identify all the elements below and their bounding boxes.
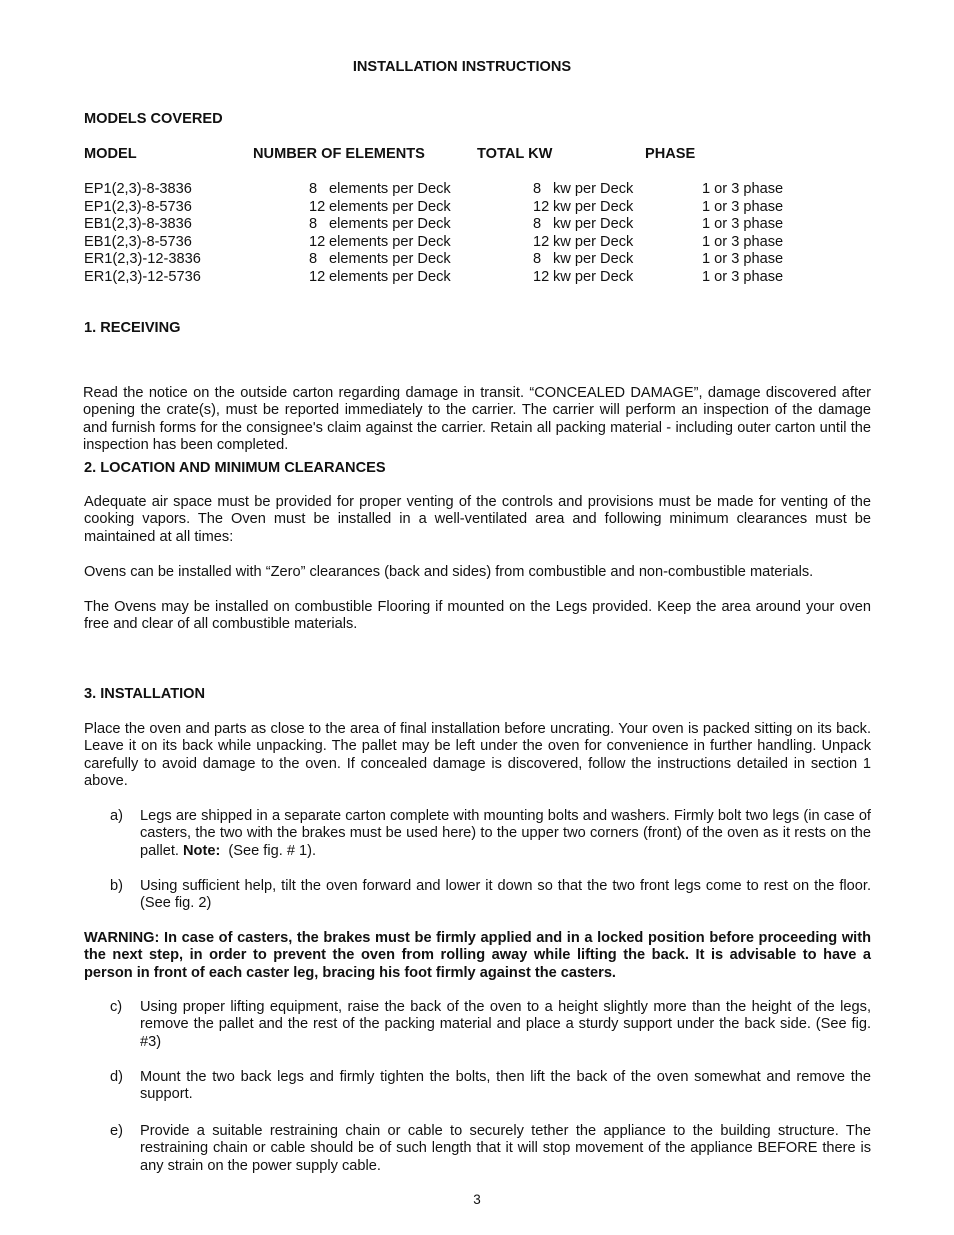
cell-kw-text: kw per Deck <box>553 268 634 285</box>
cell-phase: 1 or 3 phase <box>702 251 784 267</box>
cell-model: EB1(2,3)-8-3836 <box>84 216 192 232</box>
col-header-model: MODEL <box>84 146 137 162</box>
cell-kw-value: 8 <box>533 216 542 232</box>
cell-kw-value: 8 <box>533 251 542 267</box>
list-label: e) <box>110 1123 123 1139</box>
cell-model: EP1(2,3)-8-3836 <box>84 181 192 197</box>
list-item-text: Mount the two back legs and firmly tighten the bolts, then lift the back of the oven somewhat and remove the support. <box>140 1069 871 1103</box>
list-item-text: Provide a suitable restraining chain or cable to securely tether the appliance to the building structure. The restraining chain or cable should be of such length that it will stop movement of the appliance BEFORE there is any strain on the power supply cable. <box>140 1123 871 1174</box>
list-item-text: Using sufficient help, tilt the oven forward and lower it down so that the two front legs come to rest on the floor. (See fig. 2) <box>140 878 871 912</box>
cell-kw-text: kw per Deck <box>553 181 634 197</box>
cell-model: ER1(2,3)-12-3836 <box>84 251 201 267</box>
list-label: d) <box>110 1069 123 1085</box>
page-number: 3 <box>473 1192 481 1207</box>
cell-elements-text: elements per Deck <box>329 216 451 232</box>
models-covered-heading: MODELS COVERED <box>84 111 223 127</box>
list-label: c) <box>110 999 123 1015</box>
section-installation-heading: 3. INSTALLATION <box>84 686 206 702</box>
location-paragraph-3: The Ovens may be installed on combustible Flooring if mounted on the Legs provided. Keep the area around your oven free and clear of all combustible materials. <box>84 599 871 633</box>
cell-phase: 1 or 3 phase <box>702 216 784 232</box>
cell-model: EB1(2,3)-8-5736 <box>84 233 192 250</box>
cell-elements-text: elements per Deck <box>329 181 451 197</box>
cell-kw-text: kw per Deck <box>553 233 634 250</box>
cell-kw-text: kw per Deck <box>553 198 634 215</box>
list-item-text: Legs are shipped in a separate carton complete with mounting bolts and washers. Firmly bolt two legs (in case of casters, the two with the brakes must be used here) to the upper two corners (front) of the oven as it rests on the pallet. Note: (See fig. # 1). <box>140 808 871 859</box>
cell-elements-count: 8 <box>309 181 318 197</box>
cell-elements-text: elements per Deck <box>329 233 451 250</box>
list-label: b) <box>110 878 123 894</box>
section-receiving-heading: 1. RECEIVING <box>84 320 181 336</box>
location-paragraph-1: Adequate air space must be provided for proper venting of the controls and provisions must be made for venting of the cooking vapors. The Oven must be installed in a well-ventilated area and following minimum clearances must be maintained at all times: <box>84 494 871 545</box>
cell-elements-count: 12 <box>309 233 326 250</box>
cell-phase: 1 or 3 phase <box>702 268 784 285</box>
receiving-paragraph: Read the notice on the outside carton regarding damage in transit. “CONCEALED DAMAGE”, damage discovered after opening the crate(s), must be reported immediately to the carrier. The carrier will perform an inspection of the damage and furnish forms for the consignee's claim against the carrier. Retain all packing material - including outer carton until the inspection has been completed. <box>83 385 871 454</box>
col-header-elements: NUMBER OF ELEMENTS <box>253 146 425 162</box>
table-row <box>0 234 954 251</box>
page-title: INSTALLATION INSTRUCTIONS <box>352 59 572 75</box>
list-label: a) <box>110 808 123 824</box>
note-label: Note: <box>183 842 221 859</box>
cell-kw-value: 12 <box>533 233 550 250</box>
list-item-text: Using proper lifting equipment, raise the back of the oven to a height slightly more than the height of the legs, remove the pallet and the rest of the packing material and place a sturdy support under the back side. (See fig. #3) <box>140 999 871 1050</box>
section-location-heading: 2. LOCATION AND MINIMUM CLEARANCES <box>84 460 386 476</box>
cell-kw-value: 12 <box>533 198 550 215</box>
col-header-kw: TOTAL KW <box>477 146 553 162</box>
table-row <box>0 181 954 198</box>
cell-model: ER1(2,3)-12-5736 <box>84 268 201 285</box>
cell-elements-count: 8 <box>309 251 318 267</box>
table-row <box>0 216 954 233</box>
cell-model: EP1(2,3)-8-5736 <box>84 198 192 215</box>
cell-elements-text: elements per Deck <box>329 251 451 267</box>
warning-paragraph: WARNING: In case of casters, the brakes must be firmly applied and in a locked position before proceeding with the next step, in order to prevent the oven from rolling away while lifting the back. It is advisable to have a person in front of each caster leg, bracing his foot firmly against the casters. <box>84 930 871 981</box>
col-header-phase: PHASE <box>645 146 696 162</box>
cell-elements-count: 12 <box>309 268 326 285</box>
cell-phase: 1 or 3 phase <box>702 198 784 215</box>
cell-elements-text: elements per Deck <box>329 268 451 285</box>
cell-phase: 1 or 3 phase <box>702 181 784 197</box>
table-row <box>0 251 954 268</box>
cell-kw-text: kw per Deck <box>553 216 634 232</box>
cell-elements-count: 8 <box>309 216 318 232</box>
cell-elements-text: elements per Deck <box>329 198 451 215</box>
installation-intro-paragraph: Place the oven and parts as close to the area of final installation before uncrating. Your oven is packed sitting on its back. Leave it on its back while unpacking. The pallet may be left under the oven for convenience in further handling. Unpack carefully to avoid damage to the oven. If concealed damage is discovered, follow the instructions detailed in section 1 above. <box>84 721 871 790</box>
cell-elements-count: 12 <box>309 198 326 215</box>
table-row <box>0 269 954 286</box>
cell-kw-text: kw per Deck <box>553 251 634 267</box>
table-row <box>0 199 954 216</box>
cell-kw-value: 8 <box>533 181 542 197</box>
cell-phase: 1 or 3 phase <box>702 233 784 250</box>
location-paragraph-2: Ovens can be installed with “Zero” clearances (back and sides) from combustible and non-combustible materials. <box>84 564 814 580</box>
cell-kw-value: 12 <box>533 268 550 285</box>
